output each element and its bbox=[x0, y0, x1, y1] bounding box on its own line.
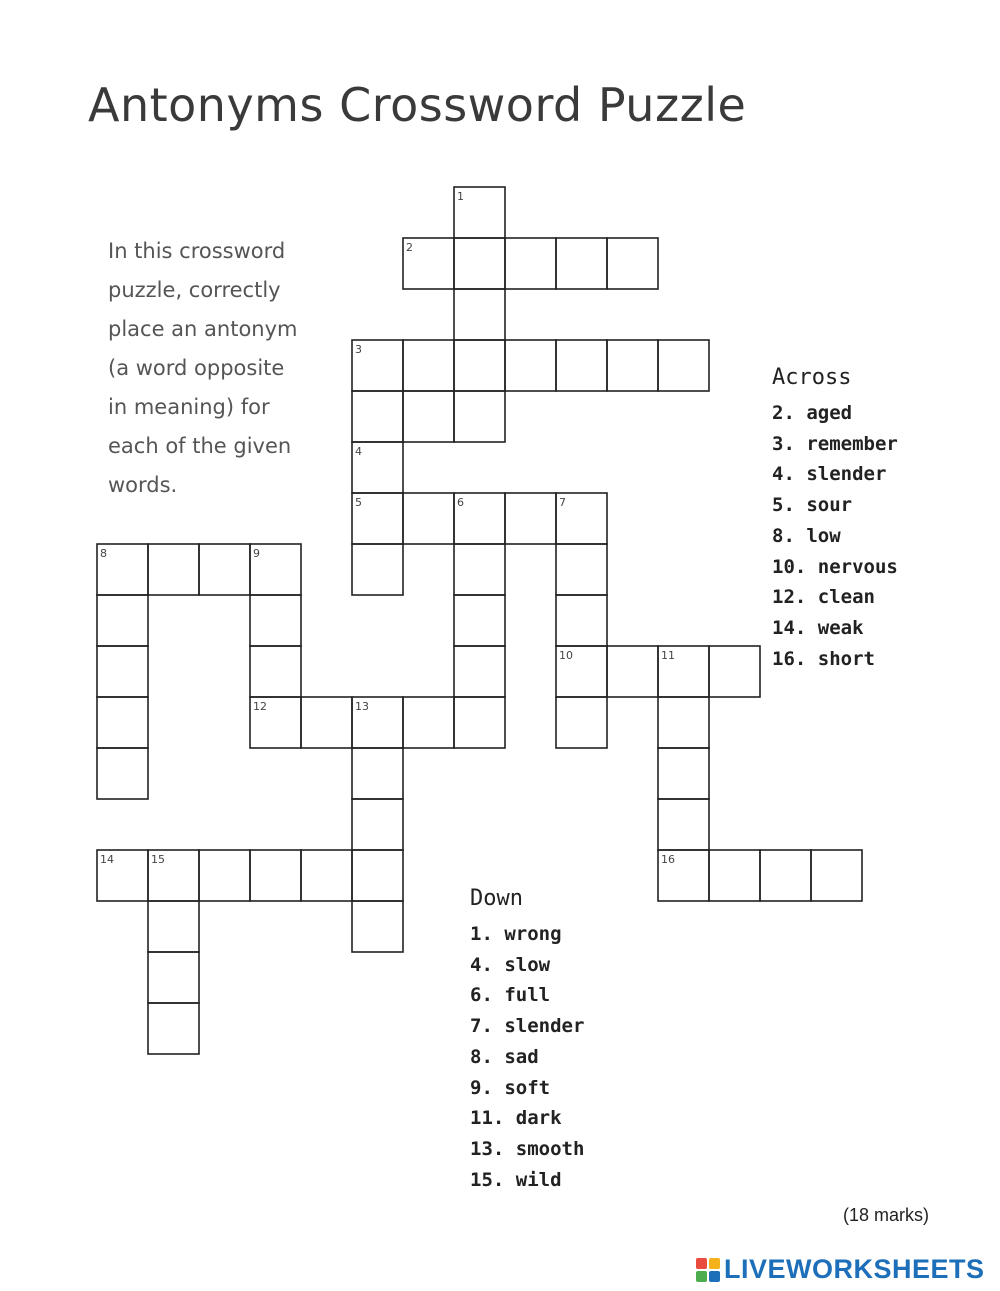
crossword-cell[interactable] bbox=[148, 952, 199, 1003]
crossword-cell[interactable] bbox=[505, 238, 556, 289]
instruction-line: each of the given bbox=[108, 434, 292, 458]
crossword-cell[interactable] bbox=[97, 595, 148, 646]
down-clue: 11. dark bbox=[470, 1107, 562, 1130]
crossword-cell[interactable] bbox=[505, 493, 556, 544]
crossword-cell[interactable] bbox=[556, 595, 607, 646]
clue-number: 2 bbox=[406, 241, 413, 254]
crossword-cell[interactable] bbox=[301, 697, 352, 748]
crossword-cell[interactable] bbox=[505, 340, 556, 391]
clue-number: 7 bbox=[559, 496, 566, 509]
down-clue: 1. wrong bbox=[470, 923, 562, 945]
clue-number: 10 bbox=[559, 649, 573, 662]
clue-number: 13 bbox=[355, 700, 369, 713]
clue-number: 11 bbox=[661, 649, 675, 662]
page-title: Antonyms Crossword Puzzle bbox=[88, 78, 747, 132]
crossword-cell[interactable] bbox=[250, 850, 301, 901]
crossword-cell[interactable] bbox=[658, 697, 709, 748]
crossword-cell[interactable] bbox=[811, 850, 862, 901]
instruction-line: puzzle, correctly bbox=[108, 278, 281, 302]
clue-number: 16 bbox=[661, 853, 675, 866]
clue-number: 9 bbox=[253, 547, 260, 560]
instruction-line: in meaning) for bbox=[108, 395, 270, 419]
crossword-cell[interactable] bbox=[454, 340, 505, 391]
crossword-cell[interactable] bbox=[97, 646, 148, 697]
crossword-cell[interactable] bbox=[556, 340, 607, 391]
crossword-cell[interactable] bbox=[352, 850, 403, 901]
across-clue: 5. sour bbox=[772, 494, 853, 517]
down-clue: 7. slender bbox=[470, 1015, 585, 1038]
crossword-cell[interactable] bbox=[760, 850, 811, 901]
crossword-cell[interactable] bbox=[352, 391, 403, 442]
across-clue: 14. weak bbox=[772, 616, 864, 639]
crossword-cell[interactable] bbox=[97, 748, 148, 799]
crossword-cell[interactable] bbox=[607, 238, 658, 289]
crossword-cell[interactable] bbox=[658, 340, 709, 391]
crossword-cell[interactable] bbox=[454, 646, 505, 697]
crossword-cell[interactable] bbox=[556, 544, 607, 595]
clue-number: 6 bbox=[457, 496, 464, 509]
crossword-cell[interactable] bbox=[250, 595, 301, 646]
down-clue: 15. wild bbox=[470, 1168, 562, 1191]
crossword-cell[interactable] bbox=[454, 238, 505, 289]
crossword-cell[interactable] bbox=[607, 646, 658, 697]
clue-number: 5 bbox=[355, 496, 362, 509]
instruction-line: place an antonym bbox=[108, 317, 298, 341]
crossword-cell[interactable] bbox=[403, 340, 454, 391]
crossword-cell[interactable] bbox=[352, 799, 403, 850]
crossword-cell[interactable] bbox=[97, 697, 148, 748]
clue-number: 15 bbox=[151, 853, 165, 866]
across-clue: 2. aged bbox=[772, 402, 853, 424]
down-clues bbox=[470, 886, 584, 1195]
across-heading: Across bbox=[772, 365, 852, 390]
crossword-cell[interactable] bbox=[454, 289, 505, 340]
down-clue: 13. smooth bbox=[470, 1137, 585, 1160]
marks-label: (18 marks) bbox=[843, 1205, 930, 1225]
down-clue: 6. full bbox=[470, 984, 551, 1007]
crossword-cell[interactable] bbox=[658, 799, 709, 850]
liveworksheets-logo-icon bbox=[696, 1258, 720, 1282]
crossword-cell[interactable] bbox=[454, 595, 505, 646]
clue-number: 12 bbox=[253, 700, 267, 713]
down-clue: 8. sad bbox=[470, 1045, 539, 1068]
instruction-line: words. bbox=[108, 473, 178, 497]
crossword-cell[interactable] bbox=[199, 850, 250, 901]
crossword-cell[interactable] bbox=[454, 697, 505, 748]
down-clue: 4. slow bbox=[470, 953, 551, 976]
clue-number: 8 bbox=[100, 547, 107, 560]
clue-number: 3 bbox=[355, 343, 362, 356]
crossword-cell[interactable] bbox=[352, 901, 403, 952]
crossword-cell[interactable] bbox=[148, 901, 199, 952]
across-clue: 12. clean bbox=[772, 586, 875, 609]
crossword-cell[interactable] bbox=[148, 1003, 199, 1054]
liveworksheets-brand[interactable] bbox=[696, 1254, 985, 1285]
crossword-cell[interactable] bbox=[658, 748, 709, 799]
crossword-cell[interactable] bbox=[454, 544, 505, 595]
clue-number: 1 bbox=[457, 190, 464, 203]
crossword-cell[interactable] bbox=[199, 544, 250, 595]
across-clue: 10. nervous bbox=[772, 555, 898, 578]
crossword-cell[interactable] bbox=[403, 493, 454, 544]
down-heading: Down bbox=[470, 886, 523, 911]
instruction-line: In this crossword bbox=[108, 239, 286, 263]
crossword-cell[interactable] bbox=[607, 340, 658, 391]
crossword-cell[interactable] bbox=[556, 697, 607, 748]
crossword-cell[interactable] bbox=[556, 238, 607, 289]
crossword-cell[interactable] bbox=[403, 697, 454, 748]
crossword-cell[interactable] bbox=[301, 850, 352, 901]
crossword-cell[interactable] bbox=[250, 646, 301, 697]
across-clue: 16. short bbox=[772, 647, 875, 670]
down-clue: 9. soft bbox=[470, 1076, 551, 1099]
clue-number: 14 bbox=[100, 853, 114, 866]
across-clue: 8. low bbox=[772, 524, 841, 547]
crossword-cell[interactable] bbox=[352, 544, 403, 595]
crossword-cell[interactable] bbox=[709, 850, 760, 901]
instruction-line: (a word opposite bbox=[108, 356, 285, 380]
crossword-cell[interactable] bbox=[352, 748, 403, 799]
across-clue: 4. slender bbox=[772, 463, 887, 486]
brand-name: LIVEWORKSHEETS bbox=[724, 1254, 985, 1284]
across-clues bbox=[772, 365, 898, 674]
crossword-cell[interactable] bbox=[403, 391, 454, 442]
across-clue: 3. remember bbox=[772, 432, 898, 455]
crossword-cell[interactable] bbox=[148, 544, 199, 595]
crossword-cell[interactable] bbox=[709, 646, 760, 697]
clue-number: 4 bbox=[355, 445, 362, 458]
crossword-cell[interactable] bbox=[454, 391, 505, 442]
